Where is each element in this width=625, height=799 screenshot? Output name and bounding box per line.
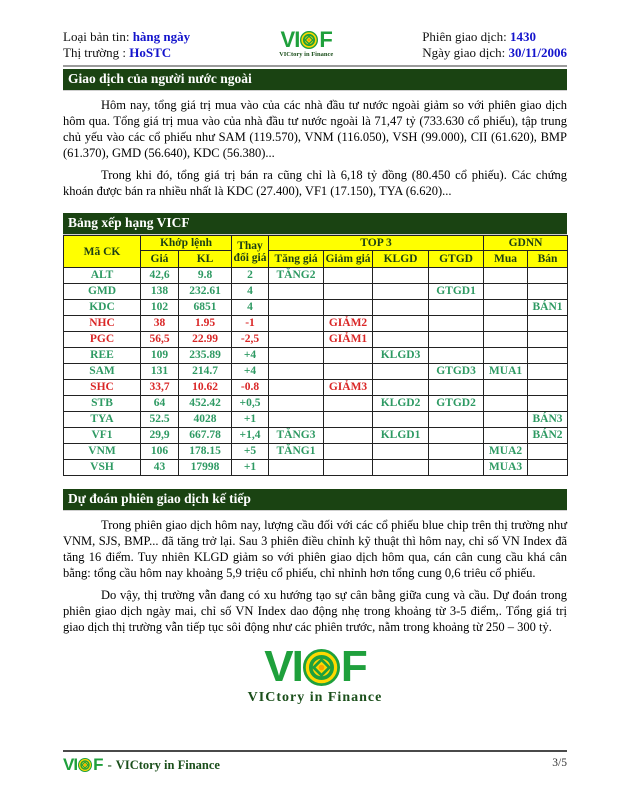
page-number: 3/5: [552, 757, 567, 769]
table-row: [64, 332, 568, 348]
table-row: [64, 444, 568, 460]
logo-tagline: VICtory in Finance: [279, 51, 334, 58]
cell-ban: [528, 364, 568, 380]
cell-mua: [484, 380, 528, 396]
bulletin-type-value: hàng ngày: [132, 29, 191, 44]
cell-klgd: [373, 412, 429, 428]
cell-code: PGC: [64, 332, 141, 348]
ranking-table-body: [64, 268, 568, 476]
foreign-paragraph-2: Trong khi đó, tổng giá trị bán ra cũng chỉ là 6,18 tỷ đồng (80.450 cổ phiếu). Các chứng khoán được bán ra nhiều nhất là KDC (27.400), VF1 (17.150), TYA (6.620)...: [63, 168, 567, 198]
date-row: [422, 45, 567, 61]
ranking-table-block: [63, 213, 567, 476]
cell-volume: 6851: [179, 300, 232, 316]
cell-giam: [324, 396, 373, 412]
cell-price: 64: [141, 396, 179, 412]
cell-mua: MUA3: [484, 460, 528, 476]
cell-tang: [269, 460, 324, 476]
table-row: [64, 396, 568, 412]
table-row: [64, 364, 568, 380]
cell-gtgd: [429, 380, 484, 396]
cell-volume: 232.61: [179, 284, 232, 300]
cell-tang: [269, 348, 324, 364]
cell-code: TYA: [64, 412, 141, 428]
cell-klgd: KLGD1: [373, 428, 429, 444]
table-row: [64, 460, 568, 476]
cell-volume: 214.7: [179, 364, 232, 380]
cell-change: 4: [232, 284, 269, 300]
cell-tang: [269, 412, 324, 428]
session-value: 1430: [509, 29, 536, 44]
cell-price: 56,5: [141, 332, 179, 348]
cell-price: 38: [141, 316, 179, 332]
cell-price: 138: [141, 284, 179, 300]
cell-tang: [269, 316, 324, 332]
vicf-logo-bottom: [63, 642, 567, 705]
cell-ban: [528, 284, 568, 300]
table-row: [64, 348, 568, 364]
cell-tang: [269, 284, 324, 300]
section-title-foreign-trading: Giao dịch của người nước ngoài: [63, 69, 567, 91]
cell-tang: [269, 364, 324, 380]
cell-tang: TĂNG2: [269, 268, 324, 284]
cell-code: NHC: [64, 316, 141, 332]
cell-mua: [484, 428, 528, 444]
table-row: [64, 316, 568, 332]
cell-change: -2,5: [232, 332, 269, 348]
section-title-forecast: Dự đoán phiên giao dịch kế tiếp: [63, 489, 567, 511]
logo-letters-vi: VI: [63, 755, 78, 774]
logo-row: [264, 642, 366, 691]
cell-giam: GIẢM3: [324, 380, 373, 396]
cell-mua: [484, 332, 528, 348]
footer-brand: [63, 755, 220, 775]
cell-giam: [324, 268, 373, 284]
cell-tang: [269, 332, 324, 348]
cell-klgd: [373, 332, 429, 348]
logo-row: [281, 29, 332, 51]
col-header-gdnn: GDNN: [484, 236, 568, 251]
logo-letters-vi: VI: [280, 27, 300, 52]
date-value: 30/11/2006: [508, 45, 567, 60]
footer-separator: -: [107, 757, 112, 772]
cell-giam: [324, 364, 373, 380]
cell-ban: [528, 396, 568, 412]
cell-price: 29,9: [141, 428, 179, 444]
cell-gtgd: [429, 460, 484, 476]
logo-letters-f: F: [319, 27, 332, 52]
cell-price: 106: [141, 444, 179, 460]
cell-klgd: KLGD2: [373, 396, 429, 412]
cell-ban: BÁN1: [528, 300, 568, 316]
cell-ban: [528, 380, 568, 396]
cell-gtgd: [429, 428, 484, 444]
cell-volume: 4028: [179, 412, 232, 428]
cell-ban: [528, 332, 568, 348]
cell-change: +5: [232, 444, 269, 460]
cell-giam: [324, 444, 373, 460]
cell-mua: [484, 316, 528, 332]
cell-ban: BÁN2: [528, 428, 568, 444]
cell-code: SHC: [64, 380, 141, 396]
ranking-table-title: Bảng xếp hạng VICF: [63, 213, 567, 235]
logo-letters-f: F: [93, 755, 103, 774]
cell-volume: 9.8: [179, 268, 232, 284]
table-row: [64, 268, 568, 284]
cell-mua: [484, 412, 528, 428]
cell-gtgd: [429, 300, 484, 316]
session-label: Phiên giao dịch:: [422, 29, 507, 44]
col-header-giam-gia: Giảm giá: [324, 251, 373, 268]
ranking-table: [63, 235, 568, 476]
cell-change: +0,5: [232, 396, 269, 412]
cell-change: 2: [232, 268, 269, 284]
cell-ban: [528, 348, 568, 364]
cell-price: 42,6: [141, 268, 179, 284]
cell-code: VF1: [64, 428, 141, 444]
market-label: Thị trường :: [63, 45, 127, 60]
cell-ban: [528, 444, 568, 460]
col-header-gia: Giá: [141, 251, 179, 268]
page-footer: [63, 750, 567, 775]
cell-code: GMD: [64, 284, 141, 300]
cell-price: 131: [141, 364, 179, 380]
header-right: [422, 29, 567, 61]
cell-ban: [528, 316, 568, 332]
cell-volume: 235.89: [179, 348, 232, 364]
cell-giam: [324, 348, 373, 364]
cell-code: SAM: [64, 364, 141, 380]
cell-mua: [484, 348, 528, 364]
bulletin-type-label: Loại bản tin:: [63, 29, 130, 44]
cell-code: ALT: [64, 268, 141, 284]
cell-volume: 17998: [179, 460, 232, 476]
coin-icon: [303, 649, 340, 686]
cell-volume: 178.15: [179, 444, 232, 460]
cell-mua: MUA2: [484, 444, 528, 460]
cell-klgd: [373, 364, 429, 380]
session-row: [422, 29, 567, 45]
col-header-ban: Bán: [528, 251, 568, 268]
col-header-thay-doi-gia: Thay đổi giá: [232, 236, 269, 268]
cell-change: -0.8: [232, 380, 269, 396]
cell-price: 43: [141, 460, 179, 476]
bulletin-type-row: [63, 29, 190, 45]
cell-gtgd: GTGD1: [429, 284, 484, 300]
cell-change: +4: [232, 348, 269, 364]
cell-klgd: [373, 316, 429, 332]
coin-icon: [78, 758, 92, 772]
cell-tang: [269, 396, 324, 412]
cell-gtgd: [429, 412, 484, 428]
market-row: [63, 45, 190, 61]
col-header-klgd: KLGD: [373, 251, 429, 268]
cell-code: REE: [64, 348, 141, 364]
cell-change: +1,4: [232, 428, 269, 444]
vicf-logo-top: [279, 29, 333, 59]
cell-giam: [324, 460, 373, 476]
cell-tang: TĂNG1: [269, 444, 324, 460]
col-header-mua: Mua: [484, 251, 528, 268]
col-header-gtgd: GTGD: [429, 251, 484, 268]
market-value: HoSTC: [129, 45, 172, 60]
cell-tang: [269, 300, 324, 316]
table-row: [64, 412, 568, 428]
cell-price: 102: [141, 300, 179, 316]
cell-gtgd: [429, 348, 484, 364]
cell-code: STB: [64, 396, 141, 412]
foreign-paragraph-1: Hôm nay, tổng giá trị mua vào của các nhà đầu tư nước ngoài giảm so với phiên giao dịch hôm qua. Tổng giá trị mua vào của nhà đầu tư nước ngoài là 71,47 tỷ (733.630 cổ phiếu), tập trung chủ yếu vào các cổ phiếu như SAM (119.570), VNM (116.050), VSH (99.000), CII (61.620), BMP (61.370), GMD (56.640), KDC (56.380)...: [63, 98, 567, 160]
cell-giam: [324, 412, 373, 428]
cell-mua: [484, 300, 528, 316]
cell-code: VSH: [64, 460, 141, 476]
col-header-khop-lenh: Khớp lệnh: [141, 236, 232, 251]
cell-change: -1: [232, 316, 269, 332]
table-row: [64, 284, 568, 300]
cell-mua: [484, 268, 528, 284]
date-label: Ngày giao dịch:: [422, 45, 506, 60]
cell-mua: [484, 284, 528, 300]
cell-price: 33,7: [141, 380, 179, 396]
logo-letters-vi: VI: [264, 642, 302, 691]
cell-volume: 667.78: [179, 428, 232, 444]
cell-tang: TĂNG3: [269, 428, 324, 444]
page-header: [63, 0, 567, 61]
cell-klgd: KLGD3: [373, 348, 429, 364]
cell-price: 109: [141, 348, 179, 364]
cell-ban: BÁN3: [528, 412, 568, 428]
cell-mua: [484, 396, 528, 412]
coin-icon: [300, 31, 318, 49]
cell-gtgd: [429, 316, 484, 332]
cell-gtgd: GTGD3: [429, 364, 484, 380]
logo-letters-f: F: [340, 642, 366, 691]
cell-giam: GIẢM1: [324, 332, 373, 348]
header-divider: [63, 65, 567, 67]
cell-change: +1: [232, 460, 269, 476]
cell-klgd: [373, 444, 429, 460]
table-row: [64, 380, 568, 396]
cell-code: VNM: [64, 444, 141, 460]
col-header-tang-gia: Tăng giá: [269, 251, 324, 268]
cell-change: +4: [232, 364, 269, 380]
cell-klgd: [373, 300, 429, 316]
ranking-table-header: [64, 236, 568, 268]
cell-klgd: [373, 380, 429, 396]
cell-change: +1: [232, 412, 269, 428]
cell-volume: 10.62: [179, 380, 232, 396]
footer-brand-text: VICtory in Finance: [115, 757, 220, 772]
cell-gtgd: [429, 444, 484, 460]
col-header-ma-ck: Mã CK: [64, 236, 141, 268]
cell-mua: MUA1: [484, 364, 528, 380]
cell-tang: [269, 380, 324, 396]
col-header-top3: TOP 3: [269, 236, 484, 251]
cell-price: 52.5: [141, 412, 179, 428]
cell-giam: [324, 300, 373, 316]
col-header-kl: KL: [179, 251, 232, 268]
forecast-paragraph-2: Do vậy, thị trường vẫn đang có xu hướng tạo sự cân bằng giữa cung và cầu. Dự đoán trong phiên giao dịch ngày mai, chỉ số VN Index dao động nhẹ trong khoảng từ 3-5 điểm,. Tổng giá trị giao dịch thị trường vẫn tiếp tục sôi động như các phiên trước, nằm trong khoảng từ 250 – 300 tỷ.: [63, 588, 567, 634]
table-row: [64, 428, 568, 444]
cell-ban: [528, 460, 568, 476]
forecast-paragraph-1: Trong phiên giao dịch hôm nay, lượng cầu đối với các cổ phiếu blue chip trên thị trường như VNM, SJS, BMP... đã tăng trở lại. Sau 3 phiên điều chỉnh kỹ thuật thì hôm nay, chỉ số VN Index đã tăng 16 điểm. Tuy nhiên KLGD giảm so với phiên giao dịch hôm qua, cán cân cung cầu khá cân bằng: tổng cầu hôm nay khoảng 5,9 triệu cổ phiếu, chỉ nhỉnh hơn tổng cung 0,6 triêu cổ phiếu.: [63, 518, 567, 580]
cell-klgd: [373, 460, 429, 476]
cell-gtgd: GTGD2: [429, 396, 484, 412]
cell-giam: [324, 428, 373, 444]
header-left: [63, 29, 190, 61]
cell-giam: [324, 284, 373, 300]
cell-volume: 452.42: [179, 396, 232, 412]
cell-code: KDC: [64, 300, 141, 316]
cell-change: 4: [232, 300, 269, 316]
cell-klgd: [373, 284, 429, 300]
cell-klgd: [373, 268, 429, 284]
table-row: [64, 300, 568, 316]
cell-gtgd: [429, 332, 484, 348]
cell-ban: [528, 268, 568, 284]
cell-volume: 22.99: [179, 332, 232, 348]
cell-giam: GIẢM2: [324, 316, 373, 332]
logo-tagline: VICtory in Finance: [247, 690, 383, 705]
cell-volume: 1.95: [179, 316, 232, 332]
cell-gtgd: [429, 268, 484, 284]
